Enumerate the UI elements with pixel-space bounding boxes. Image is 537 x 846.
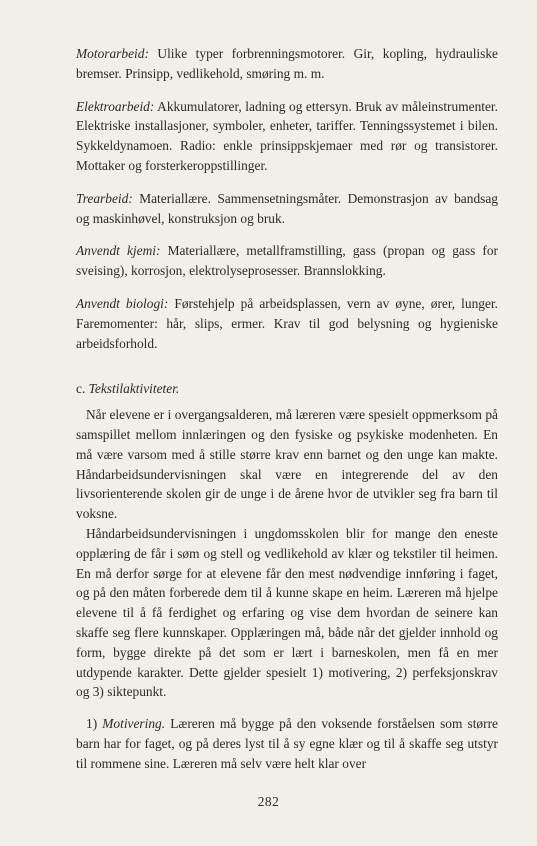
- subject-text: Ulike typer forbrenningsmotorer. Gir, kopling, hydrauliske bremser. Prinsipp, vedlikehold, smøring m. m.: [76, 46, 498, 81]
- section-title: Tekstilaktiviteter.: [88, 381, 180, 397]
- subject-label: Trearbeid: [76, 190, 129, 206]
- subject-text: Materiallære. Sammensetningsmåter. Demonstrasjon av bandsag og maskinhøvel, konstruksjon og bruk.: [76, 190, 498, 226]
- subject-text: Materiallære, metallframstilling, gass (propan og gass for sveising), korrosjon, elektrolyseprosesser. Brannslokking.: [76, 243, 499, 279]
- body-paragraph: Når elevene er i overgangsalderen, må læreren være spesielt oppmerksom på samspillet mellom innlæringen og den fysiske og psykiske modenheten. En må være varsom med å stille større krav enn barnet og den unge kan makte. Håndarbeidsundervisningen skal være en integrerende del av den livsorienterende skolen gir de unge i de årene hvor de utvikler seg fra barn til voksne.: [76, 407, 498, 522]
- motivering-paragraph: [76, 714, 498, 773]
- subject-paragraph-anvendt-kjemi: Anvendt kjemi: Materiallære, metallframstilling, gass (propan og gass for sveising), korrosjon, elektrolyseprosesser. Brannslokking.: [76, 243, 499, 279]
- subject-text: Førstehjelp på arbeidsplassen, vern av øyne, ører, lunger. Faremomenter: hår, slips, ermer. Krav til god belysning og hygieniske arbeidsforhold.: [76, 295, 498, 351]
- page-body: [76, 44, 498, 774]
- motivering-text: Læreren må bygge på den voksende forståelsen som større barn har for faget, og på deres lyst til å sy egne klær og til å skaffe seg utstyr til rommene sine. Læreren må selv være helt klar over: [76, 716, 498, 771]
- body-paragraph: Håndarbeidsundervisningen i ungdomsskolen blir for mange den eneste opplæring de får i søm og stell og vedlikehold av klær og tekstiler til heimen. En må derfor sørge for at elevene får den mest nødvendige innføring i faget, og på den måten forberede dem til å kunne skape en heim. Læreren må hjelpe elevene til å få ferdighet og erfaring og vise dem hvordan de seinere kan skaffe seg flere kunnskaper. Opplæringen må, både når det gjelder innhold og form, bygge direkte på det som er lært i barneskolen, men få en mer utdypende karakter. Dette gjelder spesielt 1) motivering, 2) perfeksjonskrav og 3) siktepunkt.: [76, 525, 498, 700]
- subject-label: Elektroarbeid: [76, 98, 150, 114]
- subject-label: Anvendt kjemi: [76, 243, 156, 259]
- subject-text: Akkumulatorer, ladning og ettersyn. Bruk av måleinstrumenter. Elektriske installasjoner, symboler, enheter, tariffer. Tenningssystemet i bilen. Sykkeldynamoen. Radio: enkle prinsippskjemaer med rør og transistorer. Mottaker og forsterkeroppstillinger.: [76, 98, 498, 173]
- section-marker: c.: [76, 381, 86, 397]
- subject-paragraph-elektroarbeid: Elektroarbeid: Akkumulatorer, ladning og ettersyn. Bruk av måleinstrumenter. Elektriske installasjoner, symboler, enheter, tariffer. Tenningssystemet i bilen. Sykkeldynamoen. Radio: enkle prinsippskjemaer med rør og transistorer. Mottaker og forsterkeroppstillinger.: [76, 98, 498, 173]
- subject-label: Anvendt biologi: [76, 295, 164, 311]
- page-number: 282: [257, 794, 280, 809]
- subject-label: Motorarbeid: [76, 46, 145, 61]
- subject-paragraph-motorarbeid: Motorarbeid: Ulike typer forbrenningsmotorer. Gir, kopling, hydrauliske bremser. Prinsipp, vedlikehold, smøring m. m.: [76, 46, 498, 81]
- subject-paragraph-anvendt-biologi: Anvendt biologi: Førstehjelp på arbeidsplassen, vern av øyne, ører, lunger. Faremomenter: hår, slips, ermer. Krav til god belysning og hygieniske arbeidsforhold.: [76, 295, 498, 351]
- motivering-label: Motivering.: [102, 716, 166, 732]
- section-heading: [76, 379, 498, 399]
- subject-paragraph-trearbeid: Trearbeid: Materiallære. Sammensetningsmåter. Demonstrasjon av bandsag og maskinhøvel, konstruksjon og bruk.: [76, 190, 498, 226]
- motivering-number: 1): [86, 716, 98, 732]
